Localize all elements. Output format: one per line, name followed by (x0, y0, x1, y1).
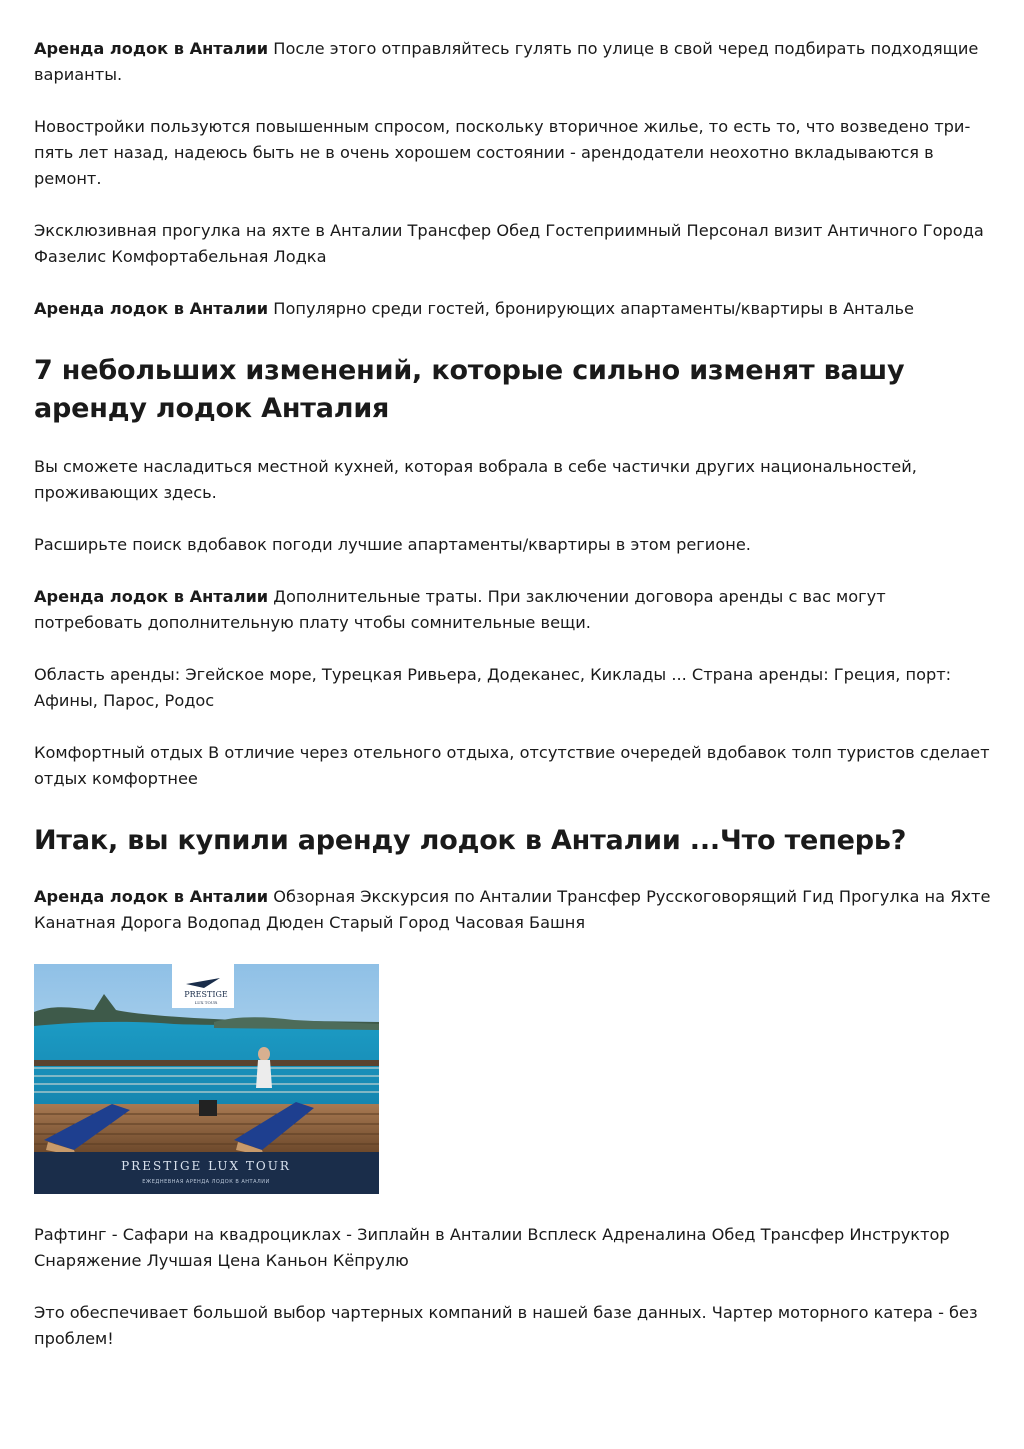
paragraph-11 (34, 1222, 994, 1274)
section-heading-2: Итак, вы купили аренду лодок в Анталии ...Что теперь? (34, 825, 907, 856)
logo-text: PRESTIGE (184, 990, 228, 999)
paragraph-4 (34, 296, 994, 322)
paragraph-4-bold: Аренда лодок в Анталии (34, 299, 269, 318)
paragraph-7-text: Дополнительные траты. При заключении договора аренды с вас могут потребовать дополнительную плату чтобы сомнительные вещи. (34, 587, 886, 632)
paragraph-3 (34, 218, 994, 270)
paragraph-6-text: Расширьте поиск вдобавок погоди лучшие апартаменты/квартиры в этом регионе. (34, 535, 751, 554)
paragraph-10-text: Обзорная Экскурсия по Анталии Трансфер Русскоговорящий Гид Прогулка на Яхте Канатная Дорога Водопад Дюден Старый Город Часовая Башня (34, 887, 991, 932)
paragraph-8-text: Область аренды: Эгейское море, Турецкая Ривьера, Додеканес, Киклады ... Страна аренды: Греция, порт: Афины, Парос, Родос (34, 665, 952, 710)
paragraph-9-text: Комфортный отдых В отличие через отельного отдыха, отсутствие очередей вдобавок толп туристов сделает отдых комфортнее (34, 743, 990, 788)
section-heading-1: 7 небольших изменений, которые сильно изменят вашу аренду лодок Анталия (34, 355, 905, 424)
paragraph-10 (34, 884, 994, 936)
paragraph-11-text: Рафтинг - Сафари на квадроциклах - Зиплайн в Анталии Всплеск Адреналина Обед Трансфер Инструктор Снаряжение Лучшая Цена Каньон Кёпрулю (34, 1225, 950, 1270)
image-caption-sub: ЕЖЕДНЕВНАЯ АРЕНДА ЛОДОК В АНТАЛИИ (142, 1179, 270, 1185)
paragraph-5 (34, 454, 994, 506)
paragraph-8 (34, 662, 994, 714)
paragraph-2-text: Новостройки пользуются повышенным спросом, поскольку вторичное жилье, то есть то, что возведено три-пять лет назад, надеюсь быть не в очень хорошем состоянии - арендодатели неохотно вкладываются в ремонт. (34, 117, 971, 188)
promo-image (34, 964, 379, 1194)
paragraph-1-bold: Аренда лодок в Анталии (34, 39, 269, 58)
paragraph-3-text: Эксклюзивная прогулка на яхте в Анталии Трансфер Обед Гостеприимный Персонал визит Античного Города Фазелис Комфортабельная Лодка (34, 221, 984, 266)
paragraph-5-text: Вы сможете насладиться местной кухней, которая вобрала в себе частички других национальностей, проживающих здесь. (34, 457, 917, 502)
logo-sub: LUX TOUR (194, 1000, 218, 1005)
document-body (34, 36, 994, 1352)
image-caption-title: PRESTIGE LUX TOUR (121, 1159, 291, 1173)
paragraph-2 (34, 114, 994, 192)
paragraph-4-text: Популярно среди гостей, бронирующих апартаменты/квартиры в Анталье (268, 299, 914, 318)
paragraph-7 (34, 584, 994, 636)
paragraph-1 (34, 36, 994, 88)
paragraph-10-bold: Аренда лодок в Анталии (34, 887, 269, 906)
paragraph-6 (34, 532, 994, 558)
paragraph-9 (34, 740, 994, 792)
paragraph-12-text: Это обеспечивает большой выбор чартерных компаний в нашей базе данных. Чартер моторного катера - без проблем! (34, 1303, 978, 1348)
paragraph-12 (34, 1300, 994, 1352)
paragraph-1-text: После этого отправляйтесь гулять по улице в свой черед подбирать подходящие варианты. (34, 39, 979, 84)
paragraph-7-bold: Аренда лодок в Анталии (34, 587, 269, 606)
